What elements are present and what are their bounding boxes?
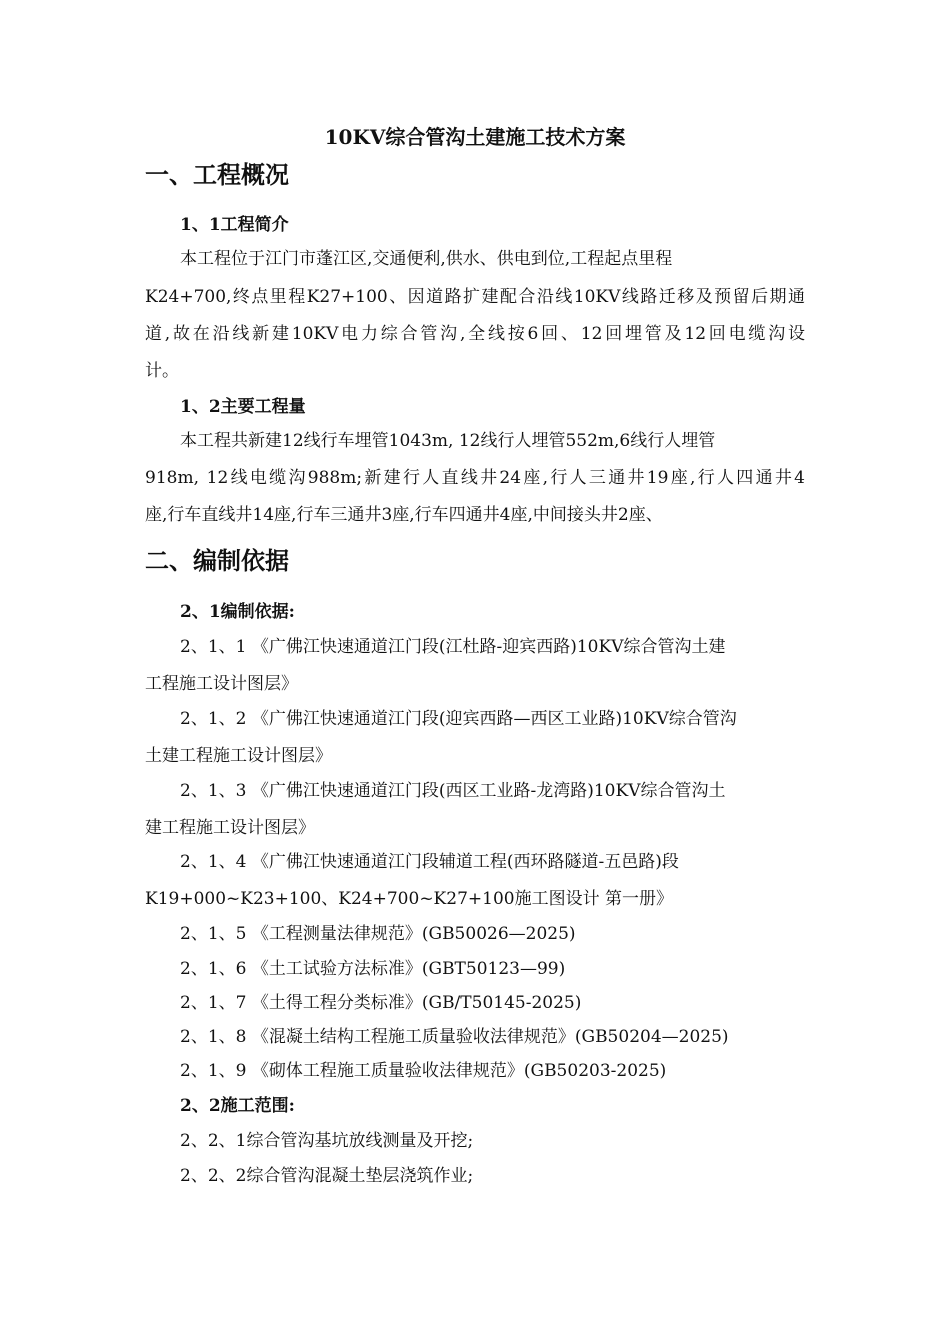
paragraph-line: 道,故在沿线新建10KV电力综合管沟,全线按6回、12回埋管及12回电缆沟设 xyxy=(145,324,805,344)
subsection-heading: 1、1工程简介 xyxy=(180,215,289,235)
paragraph-line: 计。 xyxy=(145,361,179,381)
subsection-heading: 1、2主要工程量 xyxy=(180,397,306,417)
reference-line: 2、1、3 《广佛江快速通道江门段(西区工业路-龙湾路)10KV综合管沟土 xyxy=(180,781,726,801)
reference-line: K19+000~K23+100、K24+700~K27+100施工图设计 第一册》 xyxy=(145,889,673,909)
paragraph-line: 918m, 12线电缆沟988m;新建行人直线井24座,行人三通井19座,行人四通井4 xyxy=(145,468,805,488)
reference-line: 2、1、7 《土得工程分类标准》(GB/T50145-2025) xyxy=(180,993,582,1013)
reference-line: 2、1、8 《混凝土结构工程施工质量验收法律规范》(GB50204—2025) xyxy=(180,1027,729,1047)
paragraph-line: 本工程共新建12线行车埋管1043m, 12线行人埋管552m,6线行人埋管 xyxy=(180,431,716,451)
paragraph-line: 座,行车直线井14座,行车三通井3座,行车四通井4座,中间接头井2座、 xyxy=(145,505,663,525)
scope-line: 2、2、2综合管沟混凝土垫层浇筑作业; xyxy=(180,1166,474,1186)
reference-line: 2、1、1 《广佛江快速通道江门段(江杜路-迎宾西路)10KV综合管沟土建 xyxy=(180,637,726,657)
scope-line: 2、2、1综合管沟基坑放线测量及开挖; xyxy=(180,1131,474,1151)
reference-line: 2、1、6 《土工试验方法标准》(GBT50123—99) xyxy=(180,959,566,979)
subsection-heading: 2、2施工范围: xyxy=(180,1096,295,1116)
subsection-heading: 2、1编制依据: xyxy=(180,602,295,622)
paragraph-line: K24+700,终点里程K27+100、因道路扩建配合沿线10KV线路迁移及预留后期通 xyxy=(145,287,805,307)
reference-line: 2、1、9 《砌体工程施工质量验收法律规范》(GB50203-2025) xyxy=(180,1061,667,1081)
reference-line: 2、1、2 《广佛江快速通道江门段(迎宾西路—西区工业路)10KV综合管沟 xyxy=(180,709,737,729)
reference-line: 2、1、4 《广佛江快速通道江门段辅道工程(西环路隧道-五邑路)段 xyxy=(180,852,679,872)
reference-line: 2、1、5 《工程测量法律规范》(GB50026—2025) xyxy=(180,924,576,944)
document-title: 10KV综合管沟土建施工技术方案 xyxy=(324,125,626,149)
paragraph-line: 本工程位于江门市蓬江区,交通便利,供水、供电到位,工程起点里程 xyxy=(180,249,673,269)
section-heading: 一、工程概况 xyxy=(145,160,289,189)
reference-line: 建工程施工设计图层》 xyxy=(145,818,315,838)
reference-line: 工程施工设计图层》 xyxy=(145,674,298,694)
reference-line: 土建工程施工设计图层》 xyxy=(145,746,332,766)
section-heading: 二、编制依据 xyxy=(145,546,289,575)
